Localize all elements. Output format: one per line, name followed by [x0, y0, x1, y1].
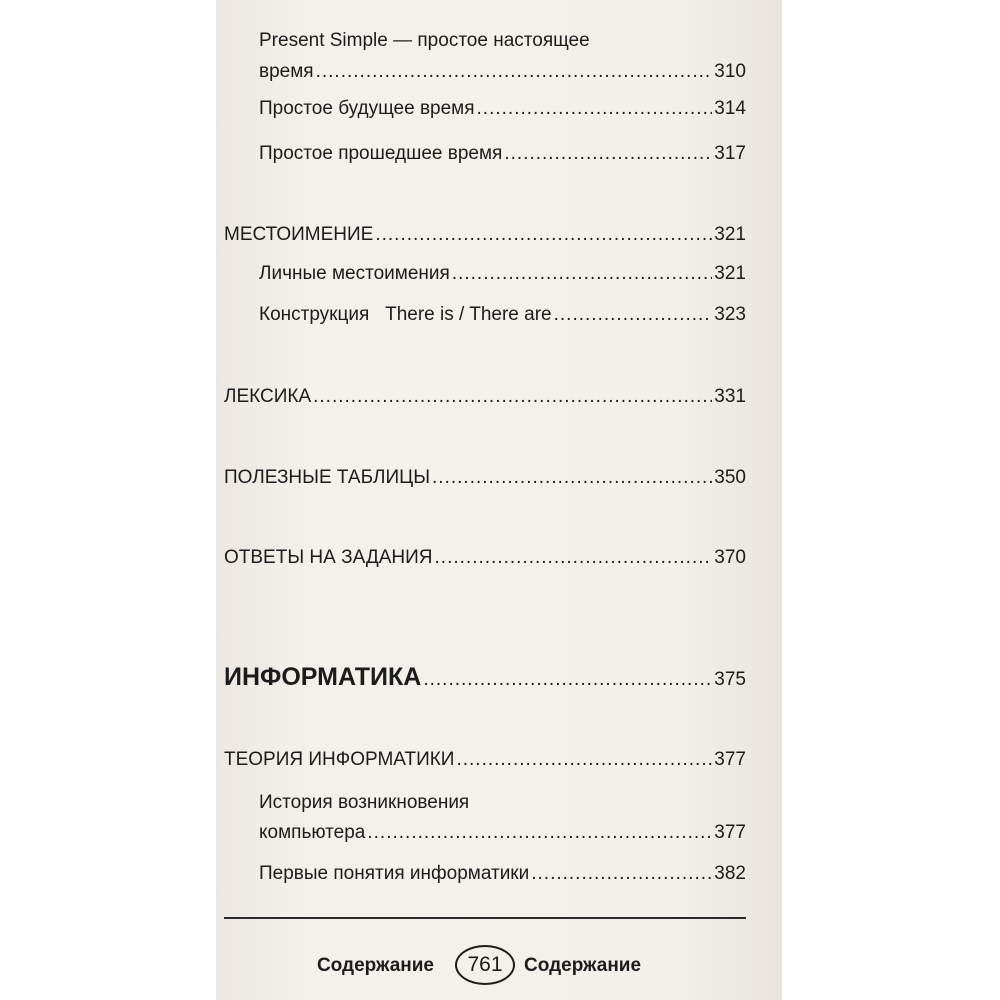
toc-section-pronoun	[224, 224, 746, 246]
toc-entry-label: МЕСТОИМЕНИЕ	[224, 224, 374, 245]
toc-entry-label: ОТВЕТЫ НА ЗАДАНИЯ	[224, 547, 433, 568]
page-number-badge: 761	[455, 945, 515, 985]
toc-entry-past-simple	[259, 143, 746, 165]
toc-section-tables	[224, 467, 746, 489]
toc-entry-page: 323	[714, 304, 746, 325]
toc-leader-dots	[456, 749, 712, 771]
toc-leader-dots	[313, 386, 712, 408]
toc-entry-present-simple	[259, 30, 590, 52]
toc-leader-dots	[531, 863, 712, 885]
toc-entry-present-simple-cont	[259, 61, 746, 83]
toc-entry-page: 377	[714, 749, 746, 770]
toc-entry-there-is	[259, 304, 746, 326]
toc-entry-page: 310	[714, 61, 746, 82]
toc-leader-dots	[452, 263, 712, 285]
toc-entry-label: Простое будущее время	[259, 98, 475, 119]
toc-leader-dots	[423, 666, 712, 694]
toc-entry-history-cont	[259, 822, 746, 844]
toc-leader-dots	[367, 822, 712, 844]
toc-leader-dots	[435, 547, 713, 569]
toc-leader-dots	[554, 304, 713, 326]
toc-entry-page: 350	[714, 467, 746, 488]
toc-leader-dots	[432, 467, 712, 489]
toc-section-answers	[224, 547, 746, 569]
toc-entry-page: 314	[714, 98, 746, 119]
toc-entry-first-concepts	[259, 863, 746, 885]
footer-left-label: Содержание	[316, 955, 434, 976]
toc-entry-label: ПОЛЕЗНЫЕ ТАБЛИЦЫ	[224, 467, 431, 488]
toc-entry-page: 370	[714, 547, 746, 568]
toc-entry-label: ЛЕКСИКА	[224, 386, 312, 407]
toc-leader-dots	[504, 143, 712, 165]
page-footer	[224, 945, 746, 989]
toc-entry-page: 375	[714, 669, 746, 690]
toc-entry-personal-pronouns	[259, 263, 746, 285]
toc-entry-page: 321	[714, 224, 746, 245]
toc-entry-page: 321	[714, 263, 746, 284]
toc-entry-label: Первые понятия информатики	[259, 863, 530, 884]
toc-section-vocabulary	[224, 386, 746, 408]
toc-entry-label: Простое прошедшее время	[259, 143, 503, 164]
toc-leader-dots	[316, 61, 713, 83]
toc-entry-label: Present Simple — простое настоящее	[259, 30, 590, 51]
toc-entry-label: компьютера	[259, 822, 366, 843]
toc-section-theory	[224, 749, 746, 771]
toc-entry-future-simple	[259, 98, 746, 120]
toc-entry-page: 317	[714, 143, 746, 164]
toc-entry-history	[259, 792, 469, 814]
toc-leader-dots	[375, 224, 712, 246]
toc-entry-page: 331	[714, 386, 746, 407]
footer-right-label: Содержание	[524, 955, 642, 976]
toc-entry-label: ТЕОРИЯ ИНФОРМАТИКИ	[224, 749, 455, 770]
toc-entry-label: Личные местоимения	[259, 263, 450, 284]
toc-leader-dots	[477, 98, 713, 120]
toc-entry-page: 382	[714, 863, 746, 884]
toc-entry-page: 377	[714, 822, 746, 843]
toc-chapter-informatics	[224, 663, 746, 694]
toc-entry-label: время	[259, 61, 314, 82]
toc-entry-label: Конструкция There is / There are	[259, 304, 552, 325]
toc-entry-label: ИНФОРМАТИКА	[224, 663, 422, 691]
footer-divider	[224, 917, 746, 919]
toc-entry-label: История возникновения	[259, 792, 470, 813]
